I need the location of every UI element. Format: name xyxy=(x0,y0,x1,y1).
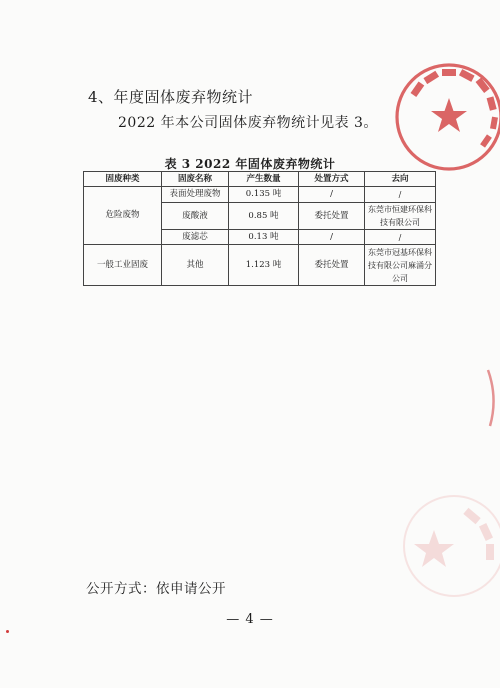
table-row xyxy=(84,187,436,203)
cell-name: 其他 xyxy=(162,245,229,286)
section-intro: 2022 年本公司固体废弃物统计见表 3。 xyxy=(118,115,378,131)
faint-seal-icon xyxy=(398,490,500,602)
section-heading: 4、年度固体废弃物统计 xyxy=(88,88,254,106)
cell-destination: / xyxy=(365,187,436,203)
table-row xyxy=(84,245,436,286)
table-header-row xyxy=(84,172,436,187)
cell-destination: 东莞市恒建环保科技有限公司 xyxy=(365,203,436,230)
waste-statistics-table xyxy=(83,171,436,286)
cell-name: 表面处理废物 xyxy=(162,187,229,203)
ink-speck xyxy=(6,630,9,633)
cell-quantity: 0.13 吨 xyxy=(229,230,299,245)
cell-method: / xyxy=(299,230,365,245)
header-name: 固废名称 xyxy=(162,172,229,187)
header-method: 处置方式 xyxy=(299,172,365,187)
cell-name: 废滤芯 xyxy=(162,230,229,245)
cell-quantity: 0.85 吨 xyxy=(229,203,299,230)
cell-method: / xyxy=(299,187,365,203)
cell-destination: / xyxy=(365,230,436,245)
cell-quantity: 1.123 吨 xyxy=(229,245,299,286)
cell-method: 委托处置 xyxy=(299,203,365,230)
header-destination: 去向 xyxy=(365,172,436,187)
cell-category: 一般工业固废 xyxy=(84,245,162,286)
page-number: — 4 — xyxy=(226,612,274,627)
table-caption: 表 3 2022 年固体废弃物统计 xyxy=(164,157,336,171)
disclosure-method: 公开方式：依申请公开 xyxy=(86,581,226,597)
cell-quantity: 0.135 吨 xyxy=(229,187,299,203)
cell-category: 危险废物 xyxy=(84,187,162,245)
company-seal-icon xyxy=(390,58,500,176)
cell-destination: 东莞市冠基环保科技有限公司麻涌分公司 xyxy=(365,245,436,286)
seal-edge-mark-icon xyxy=(484,368,500,428)
header-quantity: 产生数量 xyxy=(229,172,299,187)
header-category: 固废种类 xyxy=(84,172,162,187)
cell-name: 废酸液 xyxy=(162,203,229,230)
cell-method: 委托处置 xyxy=(299,245,365,286)
